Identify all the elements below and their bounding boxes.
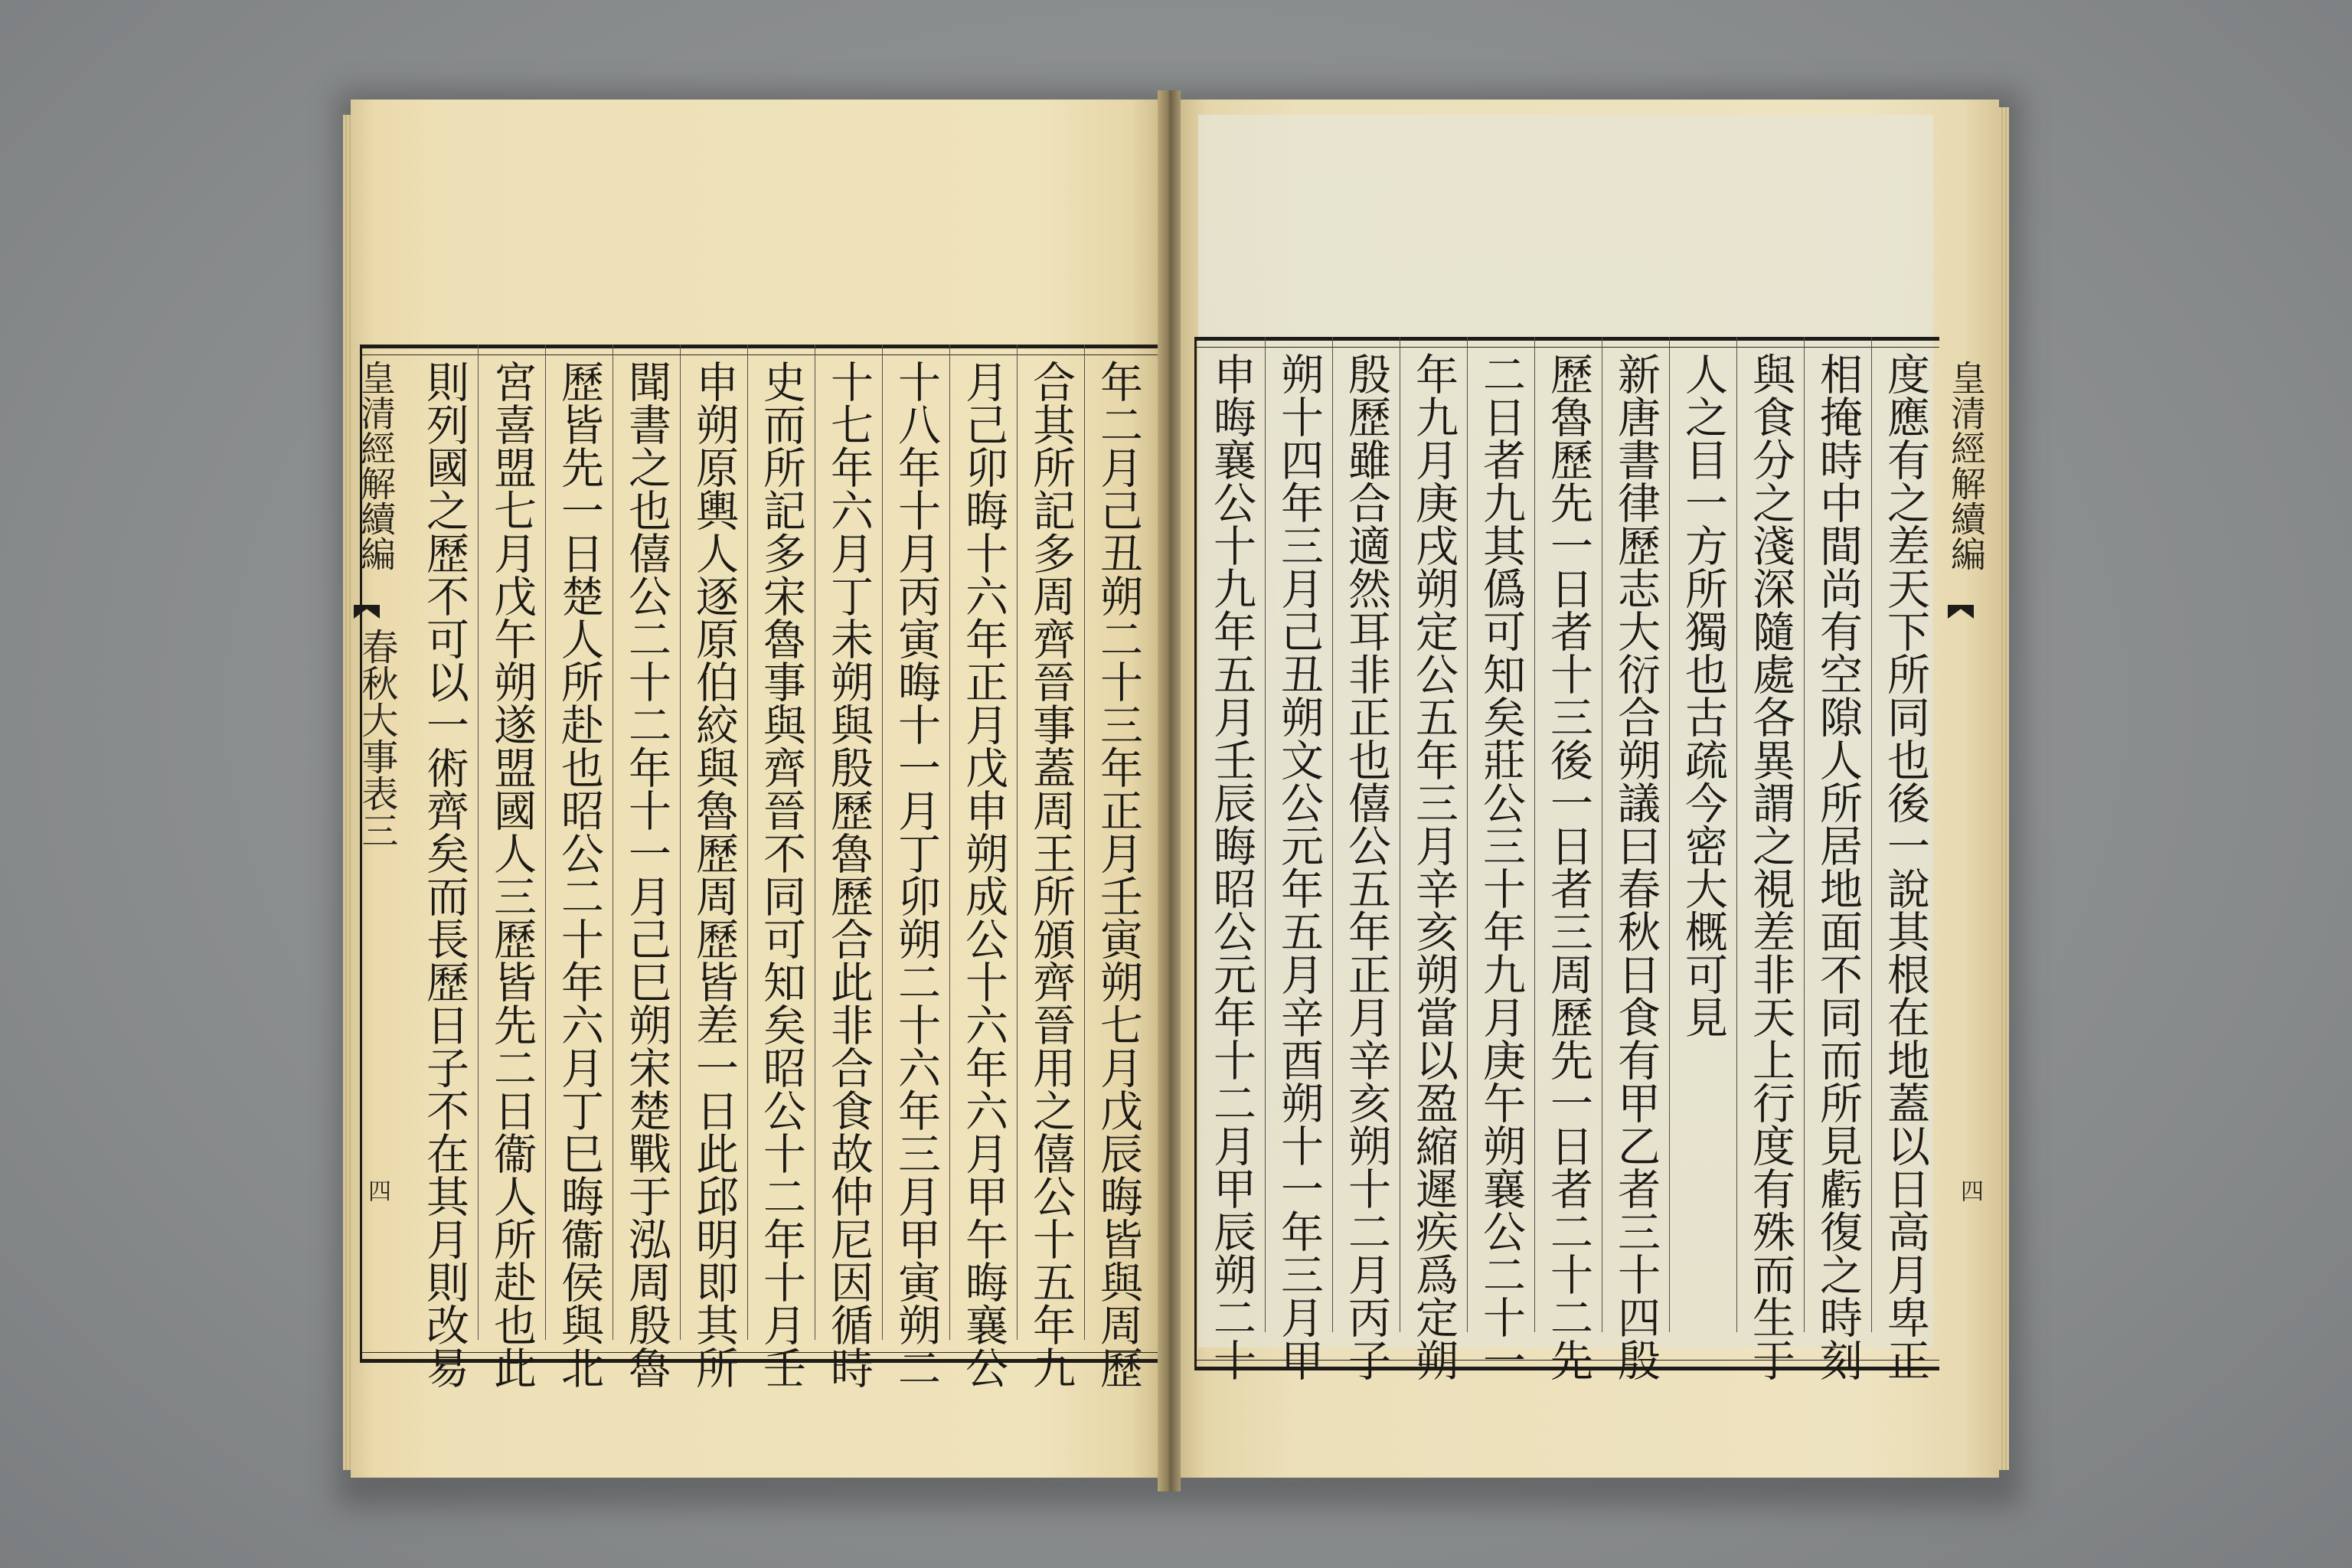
- right-column-10: 朔十四年三月己丑朔文公元年五月辛酉朔十一年三月甲: [1274, 352, 1324, 1381]
- left-column-9: 歷皆先一日楚人所赴也昭公二十年六月丁巳晦衞侯與北: [554, 360, 604, 1389]
- left-column-6: 史而所記多宋魯事與齊晉不同可知矣昭公十二年十月壬: [756, 360, 806, 1389]
- right-column-rule: [1871, 337, 1872, 1332]
- right-column-rule: [1534, 337, 1535, 1332]
- right-column-rule: [1265, 337, 1266, 1332]
- right-column-5: 新唐書律歷志大衍合朔議曰春秋日食有甲乙者三十四殷: [1611, 352, 1661, 1381]
- left-column-rule: [545, 345, 546, 1340]
- left-column-rule: [612, 345, 613, 1340]
- right-column-11: 申晦襄公十九年五月壬辰晦昭公元年十二月甲辰朔二十: [1207, 352, 1256, 1381]
- right-column-7: 二日者九其僞可知矣莊公三十年九月庚午朔襄公二十一: [1476, 352, 1526, 1381]
- left-column-11: 則列國之歷不可以一術齊矣而長歷日子不在其月則改易: [420, 360, 469, 1389]
- left-margin-title: 皇清經解續編: [355, 360, 397, 571]
- right-column-1: 度應有之差天下所同也後一說其根在地蓋以日高月卑正: [1880, 352, 1930, 1381]
- left-column-5: 十七年六月丁未朔與殷歷魯歷合此非合食故仲尼因循時: [824, 360, 874, 1389]
- right-column-8: 年九月庚戌朔定公五年三月辛亥朔當以盈縮遲疾爲定朔: [1409, 352, 1459, 1381]
- right-column-rule: [1669, 337, 1670, 1332]
- right-folio: 四: [1956, 1179, 1983, 1202]
- right-column-rule: [1804, 337, 1805, 1332]
- left-column-rule: [680, 345, 681, 1340]
- right-column-9: 殷歷雖合適然耳非正也僖公五年正月辛亥朔十二月丙子: [1341, 352, 1391, 1381]
- left-column-8: 聞書之也僖公二十二年十一月己巳朔宋楚戰于泓周殷魯: [622, 360, 671, 1389]
- left-column-rule: [1017, 345, 1018, 1340]
- right-column-rule: [1332, 337, 1333, 1332]
- left-column-4: 十八年十月丙寅晦十一月丁卯朔二十六年三月甲寅朔二: [891, 360, 941, 1389]
- left-column-1: 年二月己丑朔二十三年正月壬寅朔七月戊辰晦皆與周歷: [1093, 360, 1143, 1389]
- left-column-10: 宮喜盟七月戊午朔遂盟國人三歷皆先二日衞人所赴也此: [487, 360, 537, 1389]
- right-column-4: 人之目一方所獨也古疏今密大概可見: [1678, 352, 1728, 1038]
- left-column-3: 月己卯晦十六年正月戊申朔成公十六年六月甲午晦襄公: [959, 360, 1008, 1389]
- left-column-rule: [882, 345, 883, 1340]
- left-column-2: 合其所記多周齊晉事蓋周王所頒齊晉用之僖公十五年九: [1026, 360, 1076, 1389]
- right-column-6: 歷魯歷先一日者十三後一日者三周歷先一日者二十二先: [1544, 352, 1593, 1381]
- right-column-rule: [1736, 337, 1737, 1332]
- right-column-2: 相掩時中間尚有空隙人所居地面不同而所見虧復之時刻: [1813, 352, 1863, 1381]
- left-section-title: 春秋大事表三: [355, 628, 398, 848]
- right-column-3: 與食分之淺深隨處各異謂之視差非天上行度有殊而生于: [1746, 352, 1795, 1381]
- left-column-rule: [478, 345, 479, 1340]
- left-folio: 四: [364, 1179, 390, 1202]
- left-column-rule: [949, 345, 950, 1340]
- left-column-rule: [1084, 345, 1085, 1340]
- left-column-7: 申朔原輿人逐原伯絞與魯歷周歷皆差一日此邱明即其所: [689, 360, 739, 1389]
- book-gutter: [1158, 90, 1181, 1491]
- left-column-rule: [747, 345, 748, 1340]
- right-column-rule: [1467, 337, 1468, 1332]
- right-margin-title: 皇清經解續編: [1945, 360, 1987, 571]
